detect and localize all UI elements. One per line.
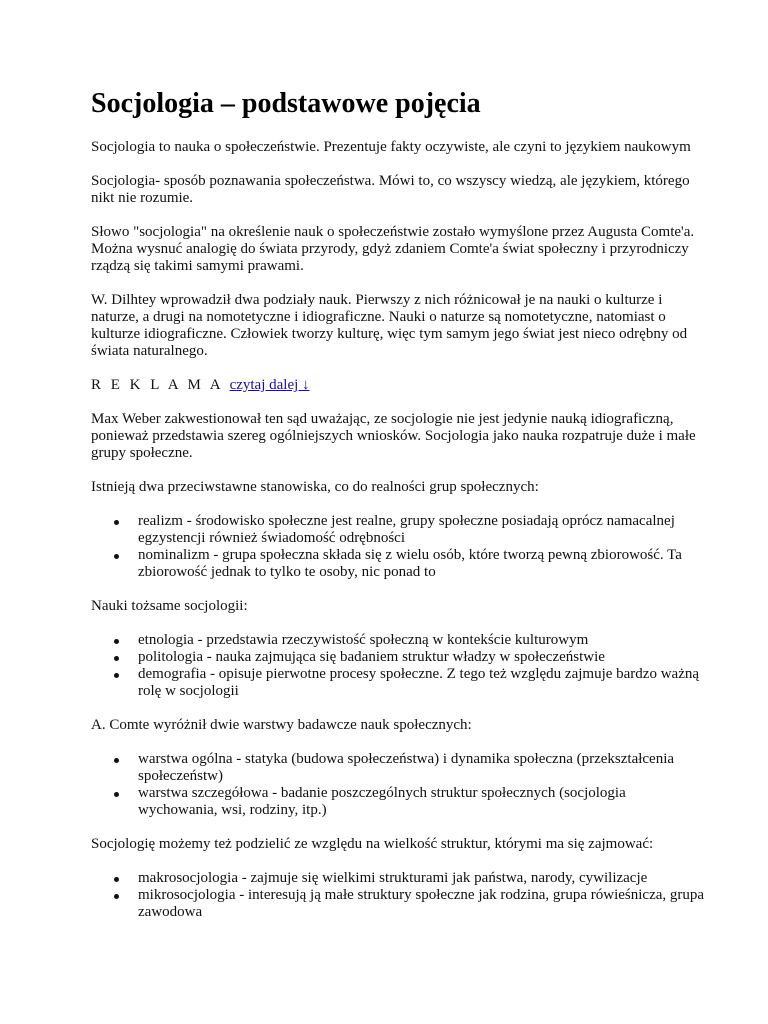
- list-item: mikrosocjologia - interesują ją małe struktury społeczne jak rodzina, grupa rówieśnicza, grupa zawodowa: [91, 887, 708, 921]
- paragraph-definition: Socjologia to nauka o społeczeństwie. Prezentuje fakty oczywiste, ale czyni to językiem naukowym: [91, 139, 691, 155]
- paragraph-dilthey: W. Dilhtey wprowadził dwa podziały nauk. Pierwszy z nich różnicował je na nauki o kulturze i naturze, a drugi na nomotetyczne i idiograficzne. Nauki o naturze są nomotetyczne, natomiast o kulturze idiograficzne. Człowiek tworzy kulturę, więc tym samym jego świat jest nieco odrębny od świata naturalnego.: [91, 292, 688, 359]
- list-item: warstwa szczegółowa - badanie poszczególnych struktur społecznych (socjologia wychowania, wsi, rodziny, itp.): [91, 785, 708, 819]
- paragraph-structures-intro: Socjologię możemy też podzielić ze względu na wielkość struktur, którymi ma się zajmować:: [91, 836, 654, 852]
- list-item: politologia - nauka zajmująca się badaniem struktur władzy w społeczeństwie: [91, 649, 708, 666]
- paragraph-comte-layers-intro: A. Comte wyróżnił dwie warstwy badawcze nauk społecznych:: [91, 717, 472, 733]
- page-title: Socjologia – podstawowe pojęcia: [91, 88, 481, 119]
- paragraph-method: Socjologia- sposób poznawania społeczeństwa. Mówi to, co wszyscy wiedzą, ale językiem, którego nikt nie rozumie.: [91, 173, 690, 206]
- list-item: etnologia - przedstawia rzeczywistość społeczną w kontekście kulturowym: [91, 632, 708, 649]
- list-item: realizm - środowisko społeczne jest realne, grupy społeczne posiadają oprócz namacalnej egzystencji również świadomość odrębności: [91, 513, 708, 547]
- read-more-link[interactable]: czytaj dalej ↓: [229, 377, 310, 393]
- list-item: makrosocjologia - zajmuje się wielkimi strukturami jak państwa, narody, cywilizacje: [91, 870, 708, 887]
- paragraph-stances-intro: Istnieją dwa przeciwstawne stanowiska, co do realności grup społecznych:: [91, 479, 539, 495]
- list-item: nominalizm - grupa społeczna składa się z wielu osób, które tworzą pewną zbiorowość. Ta zbiorowość jednak to tylko te osoby, nic ponad to: [91, 547, 708, 581]
- list-item: demografia - opisuje pierwotne procesy społeczne. Z tego też względu zajmuje bardzo ważną rolę w socjologii: [91, 666, 708, 700]
- advertisement-line: [91, 377, 708, 394]
- paragraph-weber: Max Weber zakwestionował ten sąd uważając, ze socjologie nie jest jedynie nauką idiograficzną, ponieważ przedstawia szereg ogólniejszych wniosków. Socjologia jako nauka rozpatruje duże i małe grupy społeczne.: [91, 411, 696, 461]
- paragraph-comte: Słowo "socjologia" na określenie nauk o społeczeństwie zostało wymyślone przez Augusta Comte'a. Można wysnuć analogię do świata przyrody, gdyż zdaniem Comte'a świat społeczny i przyrodniczy rządzą się takimi samymi prawami.: [91, 224, 695, 274]
- stances-list: [91, 513, 708, 581]
- research-layers-list: [91, 751, 708, 819]
- structures-list: [91, 870, 708, 921]
- related-sciences-list: [91, 632, 708, 700]
- advertisement-label: R E K L A M A: [91, 377, 223, 393]
- list-item: warstwa ogólna - statyka (budowa społeczeństwa) i dynamika społeczna (przekształcenia społeczeństw): [91, 751, 708, 785]
- paragraph-related-sciences-intro: Nauki tożsame socjologii:: [91, 598, 248, 614]
